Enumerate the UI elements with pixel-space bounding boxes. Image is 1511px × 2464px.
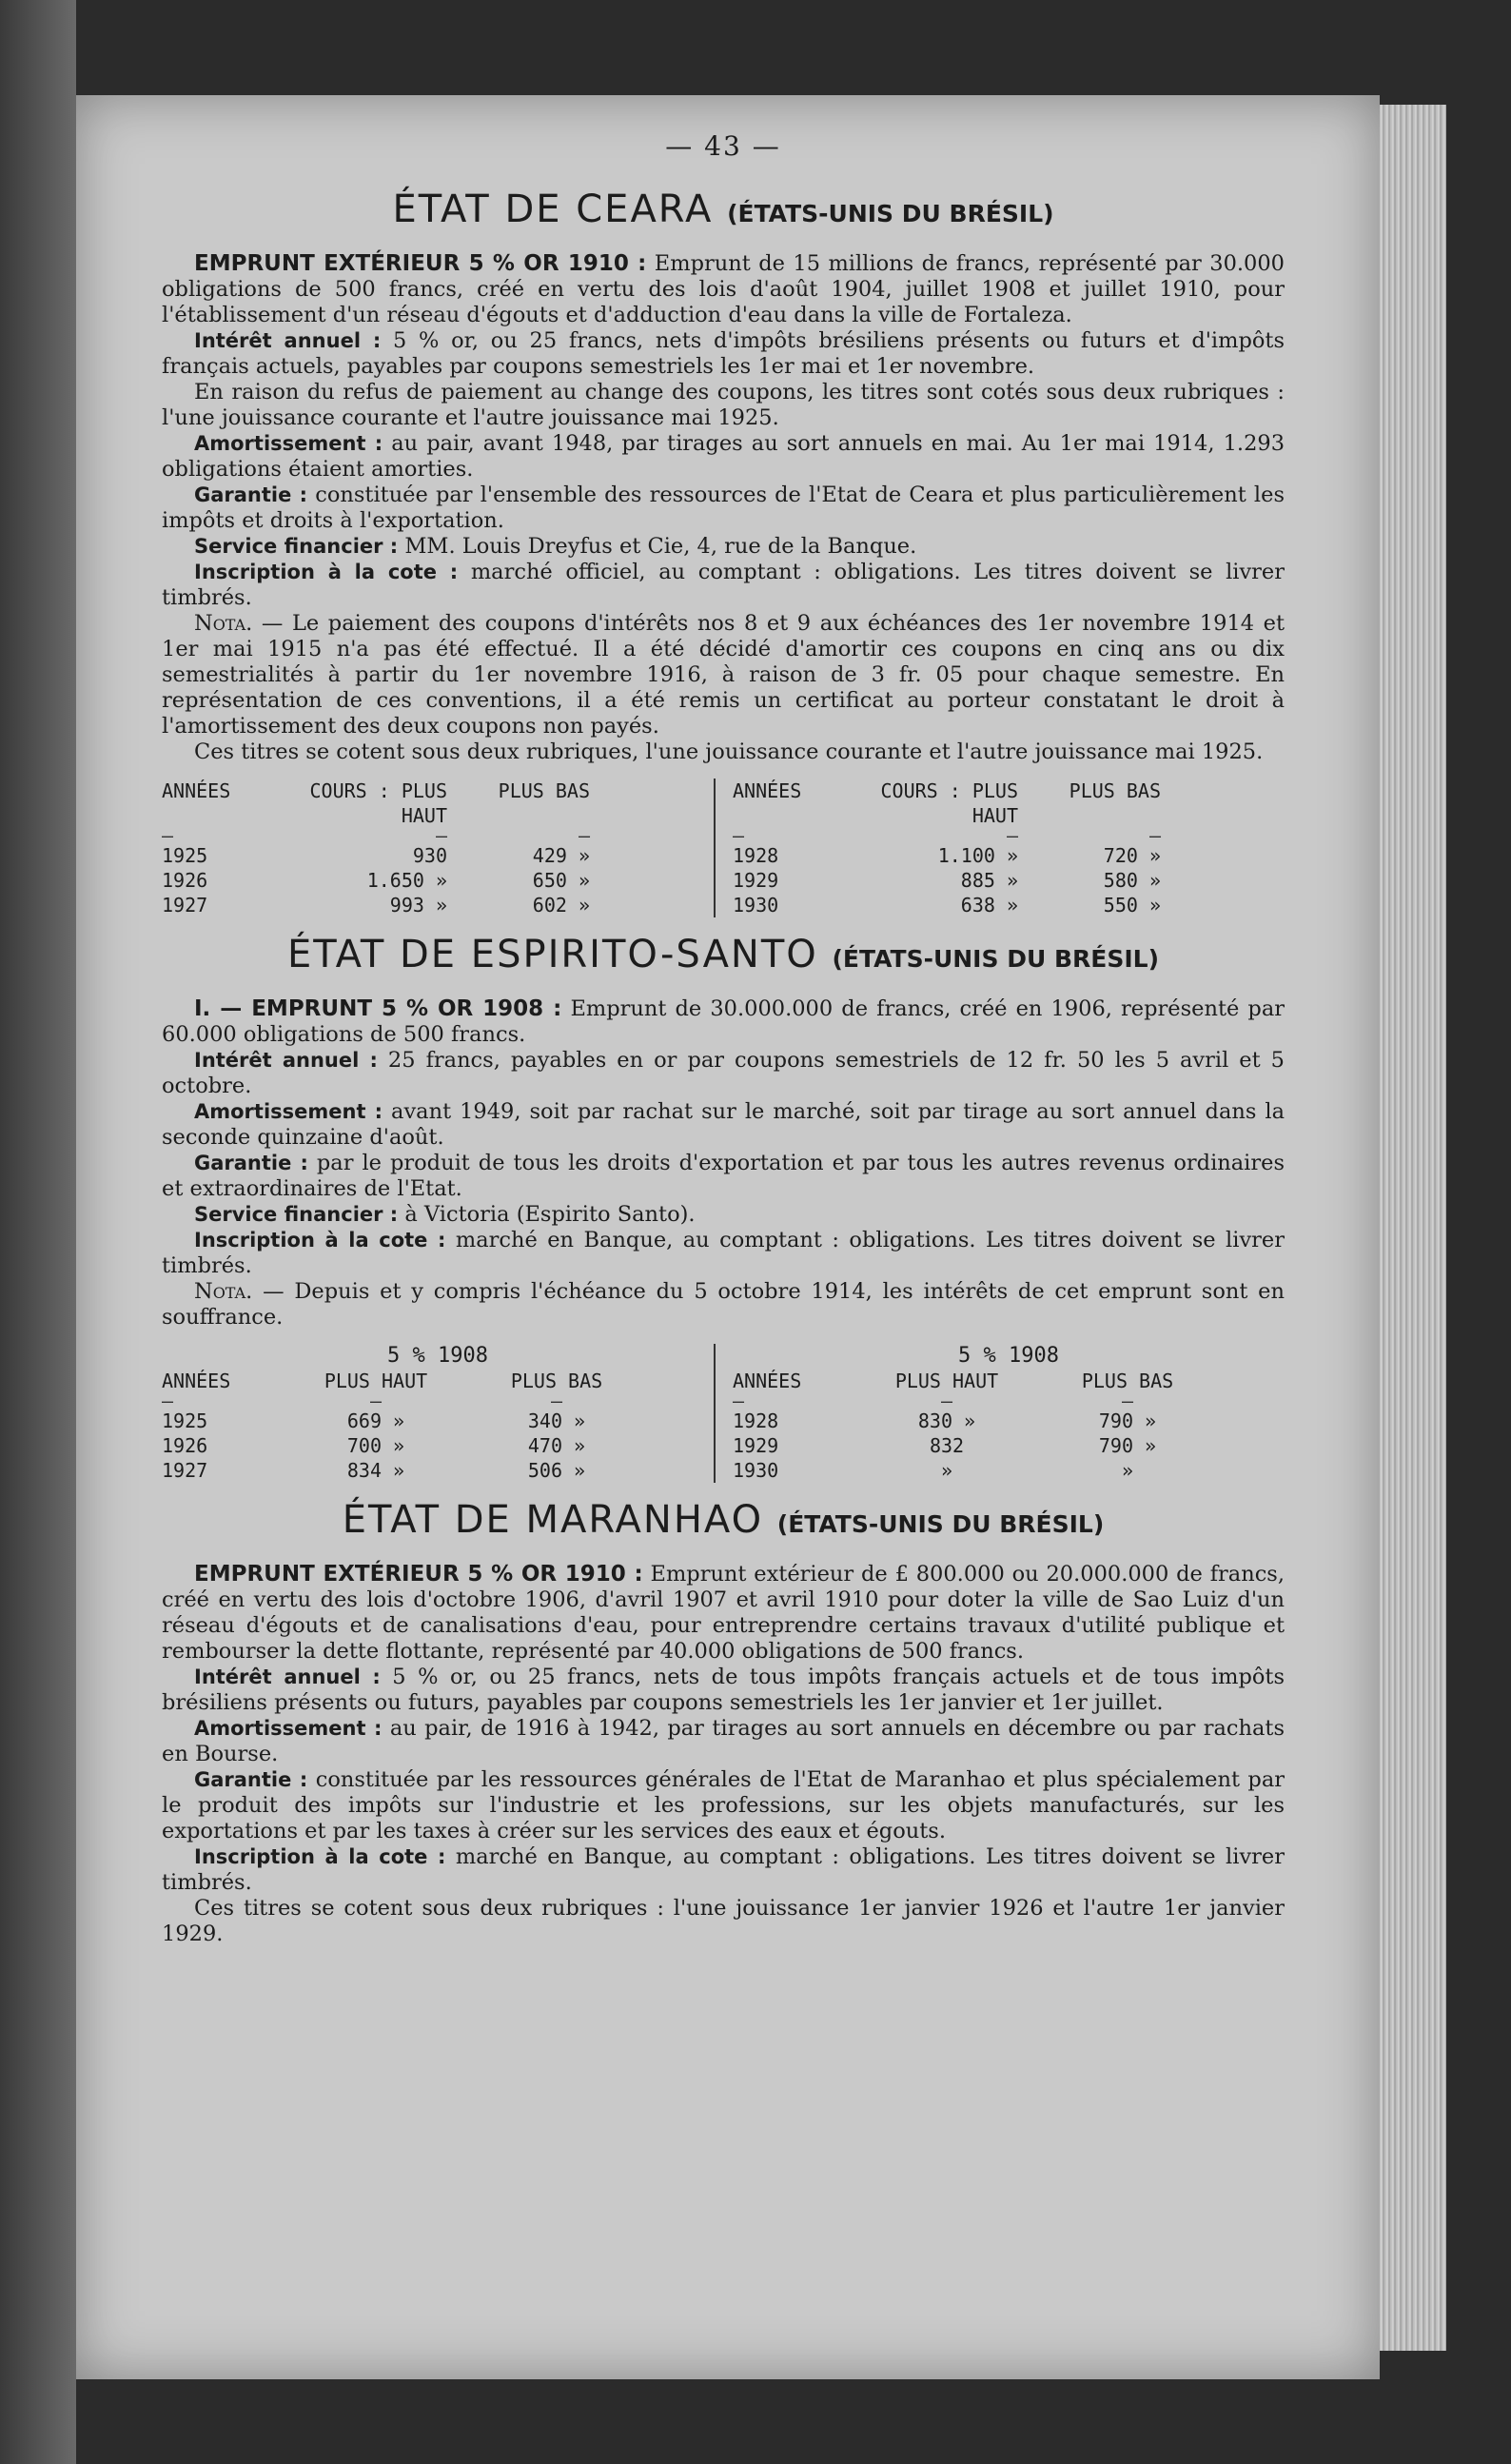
espirito-inscription: Inscription à la cote : marché en Banque, au comptant : obligations. Les titres doivent se livrer timbrés.	[162, 1228, 1285, 1278]
ceara-inscription: Inscription à la cote : marché officiel, au comptant : obligations. Les titres doivent se livrer timbrés.	[162, 560, 1285, 610]
maranhao-garantie: Garantie : constituée par les ressources générales de l'Etat de Maranhao et plus spécialement par le produit des impôts sur l'industrie et les professions, sur les objets manufacturés, sur les exportations et par les taxes à créer sur les services des eaux et égouts.	[162, 1767, 1285, 1843]
maranhao-amortissement: Amortissement : au pair, de 1916 à 1942, par tirages au sort annuels en décembre ou par rachats en Bourse.	[162, 1716, 1285, 1766]
table-row: 1925 669 » 340 »	[162, 1409, 586, 1432]
table-group-label: 5 % 1908	[958, 1344, 1059, 1368]
table-row: 1928 830 » 790 »	[733, 1409, 1157, 1432]
book-spine	[0, 0, 76, 2464]
table-header: ANNÉES PLUS HAUT PLUS BAS	[733, 1370, 1174, 1392]
ceara-table-right: ANNÉES COURS : PLUS HAUT PLUS BAS — — — 1928 1.100 » 720 » 1929 885 » 580 » 1930 638 » 550 »	[716, 779, 1285, 917]
table-row: 1925 930 429 »	[162, 844, 590, 867]
table-row: 1928 1.100 » 720 »	[733, 844, 1161, 867]
espirito-emprunt: I. — EMPRUNT 5 % OR 1908 : Emprunt de 30.000.000 de francs, créé en 1906, représenté par 60.000 obligations de 500 francs.	[162, 996, 1285, 1047]
page-number: — 43 —	[665, 130, 781, 162]
espirito-price-table	[162, 1344, 1285, 1483]
section-title-maranhao	[162, 1498, 1285, 1542]
table-group-label: 5 % 1908	[387, 1344, 488, 1368]
ceara-interet: Intérêt annuel : 5 % or, ou 25 francs, nets d'impôts brésiliens présents ou futurs et d'impôts français actuels, payables par coupons semestriels les 1er mai et 1er novembre.	[162, 328, 1285, 379]
page-content	[162, 130, 1285, 1947]
espirito-service: Service financier : à Victoria (Espirito Santo).	[194, 1202, 696, 1227]
espirito-nota: Nota. — Depuis et y compris l'échéance du 5 octobre 1914, les intérêts de cet emprunt sont en souffrance.	[162, 1279, 1285, 1330]
espirito-garantie: Garantie : par le produit de tous les droits d'exportation et par tous les autres revenus ordinaires et extraordinaires de l'Etat.	[162, 1151, 1285, 1201]
ceara-price-table	[162, 779, 1285, 917]
maranhao-subtitle: (ÉTATS-UNIS DU BRÉSIL)	[776, 1510, 1105, 1538]
ceara-title: ÉTAT DE CEARA	[392, 187, 714, 231]
table-row: 1927 834 » 506 »	[162, 1459, 586, 1482]
table-row: 1929 832 790 »	[733, 1434, 1157, 1457]
espirito-interet: Intérêt annuel : 25 francs, payables en or par coupons semestriels de 12 fr. 50 les 5 avril et 5 octobre.	[162, 1048, 1285, 1098]
ceara-garantie: Garantie : constituée par l'ensemble des ressources de l'Etat de Ceara et plus particulièrement les impôts et droits à l'exportation.	[162, 483, 1285, 533]
espirito-table-right: 5 % 1908 ANNÉES PLUS HAUT PLUS BAS — — — 1928 830 » 790 » 1929 832 790 » 1930 » »	[716, 1344, 1285, 1483]
ceara-nota: Nota. — Le paiement des coupons d'intérêts nos 8 et 9 aux échéances des 1er novembre 1914 et 1er mai 1915 n'a pas été effectué. Il a été décidé d'amortir ces coupons en cinq ans ou dix semestrialités à partir du 1er novembre 1916, à raison de 3 fr. 05 pour chaque semestre. En représentation de ces conventions, il a été remis un certificat au porteur constatant le droit à l'amortissement des deux coupons non payés.	[162, 611, 1285, 739]
ceara-table-left: ANNÉES COURS : PLUS HAUT PLUS BAS — — — 1925 930 429 » 1926 1.650 » 650 » 1927 993 » 602 »	[162, 779, 716, 917]
ceara-raison: En raison du refus de paiement au change des coupons, les titres sont cotés sous deux rubriques : l'une jouissance courante et l'autre jouissance mai 1925.	[162, 380, 1285, 430]
page-edges	[1380, 105, 1446, 2351]
ceara-service: Service financier : MM. Louis Dreyfus et Cie, 4, rue de la Banque.	[194, 534, 917, 559]
section-title-espirito-santo	[162, 933, 1285, 976]
maranhao-interet: Intérêt annuel : 5 % or, ou 25 francs, nets de tous impôts français actuels et de tous impôts brésiliens présents ou futurs, payables par coupons semestriels les 1er janvier et 1er juillet.	[162, 1665, 1285, 1715]
espirito-amortissement: Amortissement : avant 1949, soit par rachat sur le marché, soit par tirage au sort annuel dans la seconde quinzaine d'août.	[162, 1099, 1285, 1150]
maranhao-emprunt: EMPRUNT EXTÉRIEUR 5 % OR 1910 : Emprunt extérieur de £ 800.000 ou 20.000.000 de francs, créé en vertu des lois d'octobre 1906, d'avril 1907 et avril 1910 pour doter la ville de Sao Luiz d'un réseau d'égouts et de canalisations d'eau, pour entreprendre certains travaux d'utilité publique et rembourser la dette flottante, représenté par 40.000 obligations de 500 francs.	[162, 1562, 1285, 1664]
table-row: 1930 » »	[733, 1459, 1134, 1482]
ceara-emprunt: EMPRUNT EXTÉRIEUR 5 % OR 1910 : Emprunt de 15 millions de francs, représenté par 30.000 obligations de 500 francs, créé en vertu des lois d'août 1904, juillet 1908 et juillet 1910, pour l'établissement d'un réseau d'égouts et d'adduction d'eau dans la ville de Fortaleza.	[162, 251, 1285, 327]
table-row: 1930 638 » 550 »	[733, 894, 1161, 917]
table-row: 1927 993 » 602 »	[162, 894, 590, 917]
maranhao-inscription: Inscription à la cote : marché en Banque, au comptant : obligations. Les titres doivent se livrer timbrés.	[162, 1844, 1285, 1895]
table-header: ANNÉES COURS : PLUS HAUT PLUS BAS	[162, 779, 590, 827]
maranhao-title: ÉTAT DE MARANHAO	[342, 1498, 764, 1542]
table-row: 1926 700 » 470 »	[162, 1434, 586, 1457]
ceara-amortissement: Amortissement : au pair, avant 1948, par tirages au sort annuels en mai. Au 1er mai 1914, 1.293 obligations étaient amorties.	[162, 431, 1285, 482]
maranhao-cotent: Ces titres se cotent sous deux rubriques : l'une jouissance 1er janvier 1926 et l'autre 1er janvier 1929.	[162, 1896, 1285, 1946]
section-title-ceara	[162, 187, 1285, 231]
table-row: 1929 885 » 580 »	[733, 869, 1161, 892]
espirito-title: ÉTAT DE ESPIRITO-SANTO	[287, 933, 818, 976]
espirito-subtitle: (ÉTATS-UNIS DU BRÉSIL)	[832, 945, 1159, 973]
table-header: ANNÉES PLUS HAUT PLUS BAS	[162, 1370, 603, 1392]
espirito-table-left: 5 % 1908 ANNÉES PLUS HAUT PLUS BAS — — — 1925 669 » 340 » 1926 700 » 470 » 1927 834 » 506 »	[162, 1344, 716, 1483]
book-page	[76, 95, 1380, 2379]
table-header: ANNÉES COURS : PLUS HAUT PLUS BAS	[733, 779, 1161, 827]
ceara-subtitle: (ÉTATS-UNIS DU BRÉSIL)	[727, 200, 1054, 227]
table-row: 1926 1.650 » 650 »	[162, 869, 590, 892]
ceara-cotent: Ces titres se cotent sous deux rubriques, l'une jouissance courante et l'autre jouissance mai 1925.	[194, 739, 1264, 764]
